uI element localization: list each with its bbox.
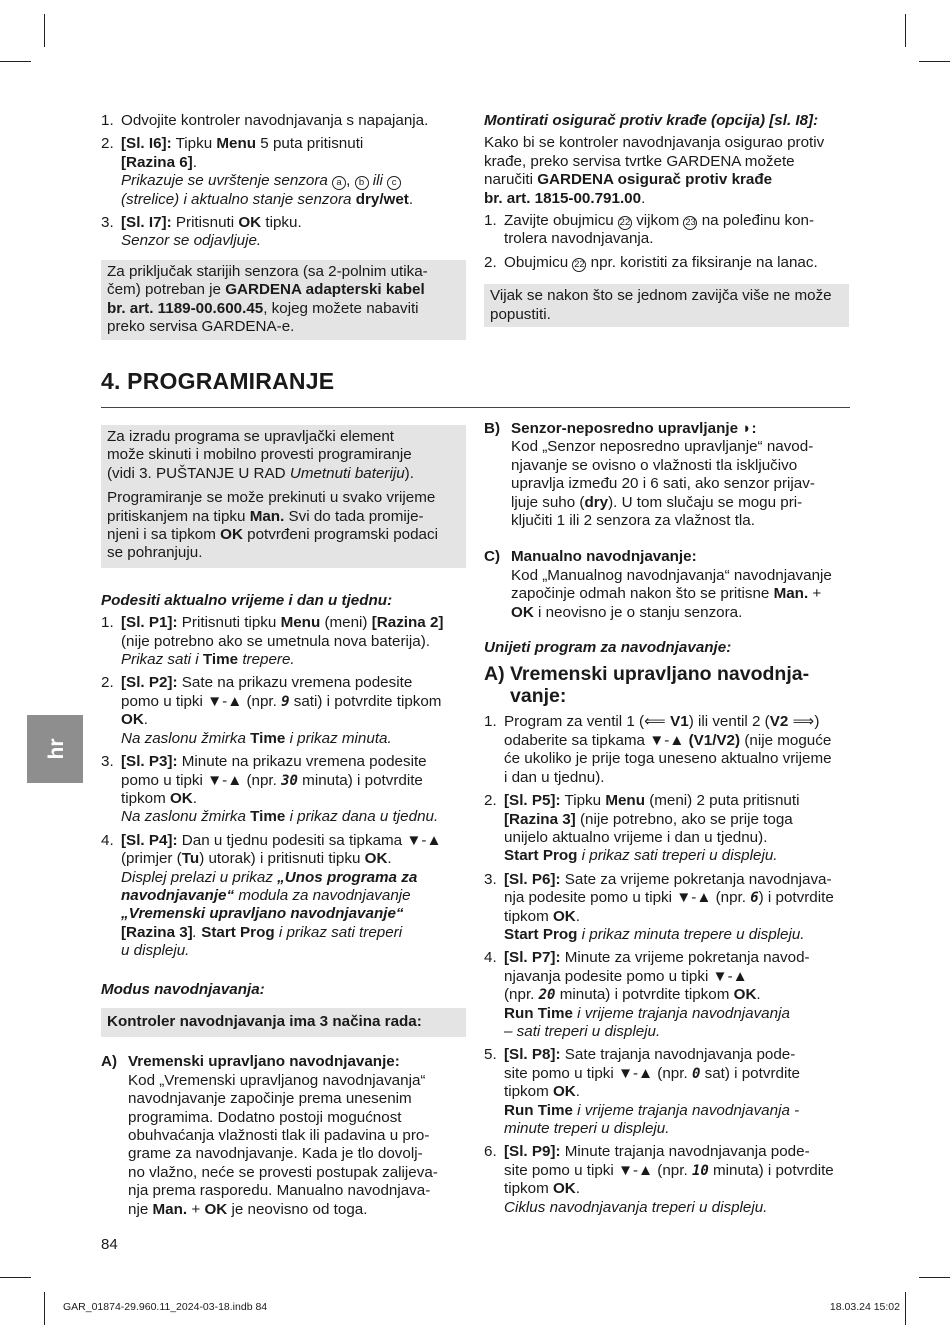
- adapter-cable-note: Za priključak starijih senzora (sa 2-polnim utika- čem) potreban je GARDENA adapterski kabel br. art. 1189-00.600.45, kojeg možete nabaviti preko servisa GARDENA-e.: [101, 260, 466, 341]
- list-item: 2. Obujmicu 22 npr. koristiti za fiksiranje na lanac.: [484, 253, 818, 271]
- anti-theft-steps: [484, 212, 849, 272]
- list-item: 1. [Sl. P1]: Pritisnuti tipku Menu (meni) [Razina 2] (nije potrebno ako se umetnula nova baterija). Prikaz sati i Time trepere.: [101, 614, 444, 669]
- list-item: 3. [Sl. I7]: Pritisnuti OK tipku. Senzor se odjavljuje.: [101, 214, 302, 250]
- programming-right-column: [484, 420, 849, 1222]
- program-steps: [484, 713, 849, 1217]
- crop-mark: [44, 1292, 45, 1325]
- section-title: 4. PROGRAMIRANJE: [101, 368, 335, 394]
- list-item: 5. [Sl. P8]: Sate trajanja navodnjavanja pode- site pomo u tipki ▼-▲ (npr. 0 sat) i potvrdite tipkom OK. Run Time i vrijeme trajanja navodnjavanja - minute treperi u displeju.: [484, 1046, 800, 1137]
- top-right-column: [484, 112, 849, 327]
- language-tab: hr: [27, 715, 83, 783]
- anti-theft-intro: Kako bi se kontroler navodnjavanja osigurao protiv krađe, preko servisa tvrtke GARDENA možete naručiti GARDENA osigurač protiv krađe br. art. 1815-00.791.00.: [484, 134, 825, 207]
- list-item: 2. [Sl. P5]: Tipku Menu (meni) 2 puta pritisnuti [Razina 3] (nije potrebno, ako se prije toga unijelo aktualno vrijeme i dan u tjednu). Start Prog i prikaz sati treperi u displeju.: [484, 792, 800, 865]
- mode-c: C) Manualno navodnjavanje: Kod „Manualnog navodnjavanja“ navodnjavanje započinje odmah nakon što se pritisne Man. + OK i neovisno je o stanju senzora.: [484, 548, 832, 621]
- time-heading: Podesiti aktualno vrijeme i dan u tjednu:: [101, 591, 393, 609]
- list-item: 2. [Sl. P2]: Sate na prikazu vremena podesite pomo u tipki ▼-▲ (npr. 9 sati) i potvrdite tipkom OK. Na zaslonu žmirka Time i prikaz minuta.: [101, 674, 442, 747]
- part-23-icon: 23: [685, 217, 696, 229]
- sensor-symbol-icon: ◗: [742, 420, 752, 437]
- arrow-left-icon: ⟸: [644, 713, 666, 731]
- sensor-a-icon: a: [332, 176, 346, 190]
- list-item: 1. Odvojite kontroler navodnjavanja s napajanja.: [101, 112, 429, 129]
- list-item: 1. Program za ventil 1 (⟸ V1) ili ventil 2 (V2 ⟹) odaberite sa tipkama ▼-▲ (V1/V2) (nije moguće će ukoliko je prije toga uneseno aktualno vrijeme i dan u tjednu).: [484, 713, 832, 786]
- time-steps: [101, 614, 466, 960]
- crop-mark: [44, 14, 45, 47]
- programming-intro-box: Za izradu programa se upravljački element može skinuti i mobilno provesti programiranje (vidi 3. PUŠTANJE U RAD Umetnuti bateriju). Programiranje se može prekinuti u svako vrijeme pritiskanjem na tipku Man. Svi do tada promije- njeni i sa tipkom OK potvrđeni programski podaci se pohranjuju.: [101, 425, 466, 568]
- screw-note: Vijak se nakon što se jednom zavijča više ne može popustiti.: [484, 284, 849, 327]
- page-number: 84: [101, 1236, 118, 1253]
- program-a-heading: A) Vremenski upravljano navodnja- vanje:: [484, 663, 810, 708]
- disconnect-steps: [101, 112, 466, 251]
- crop-mark: [905, 14, 906, 47]
- crop-mark: [919, 61, 950, 62]
- list-item: 3. [Sl. P6]: Sate za vrijeme pokretanja navodnjava- nja podesite pomo u tipki ▼-▲ (npr. 6) i potvrdite tipkom OK. Start Prog i prikaz minuta trepere u displeju.: [484, 870, 834, 943]
- mode-b: B) Senzor-neposredno upravljanje ◗: Kod „Senzor neposredno upravljanje“ navod- njavanje se ovisno o vlažnosti tla isključivo upravlja između 20 i 6 sati, ako senzor prijav- ljuje suho (dry). U tom slučaju se mogu pri- ključiti 1 ili 2 senzora za vlažnost tla.: [484, 420, 815, 530]
- crop-mark: [0, 61, 31, 62]
- footer-file-info: GAR_01874-29.960.11_2024-03-18.indb 84: [63, 1301, 268, 1313]
- part-22-icon: 22: [619, 217, 631, 229]
- list-item: 1. Zavijte obujmicu 22 vijkom 23 na poleđinu kon- trolera navodnjavanja.: [484, 212, 815, 248]
- footer-timestamp: 18.03.24 15:02: [829, 1301, 900, 1313]
- crop-mark: [0, 1277, 31, 1278]
- mode-box: Kontroler navodnjavanja ima 3 načina rada:: [101, 1008, 466, 1037]
- list-item: 2. [Sl. I6]: Tipku Menu 5 puta pritisnuti [Razina 6]. Prikazuje se uvrštenje senzora a , b ili c (strelice) i aktualno stanje senzora dry/wet.: [101, 135, 414, 208]
- list-item: 3. [Sl. P3]: Minute na prikazu vremena podesite pomo u tipki ▼-▲ (npr. 30 minuta) i potvrdite tipkom OK. Na zaslonu žmirka Time i prikaz dana u tjednu.: [101, 753, 439, 826]
- list-item: 4. [Sl. P4]: Dan u tjednu podesiti sa tipkama ▼-▲ (primjer (Tu) utorak) i pritisnuti tipku OK. Displej prelazi u prikaz „Unos programa za navodnjavanje“ modula za navodnjavanje „Vremenski upravljano navodnjavanje“ [Razina 3]. Start Prog i prikaz sati treperi u displeju.: [101, 831, 442, 960]
- mode-a: A) Vremenski upravljano navodnjavanje: Kod „Vremenski upravljanog navodnjavanja“ navodnjavanje započinje prema unesenim programima. Dodatno postoji mogućnost obuhvaćanja vlažnosti tlak ili padavina u pro- grame za navodnjavanje. Kada je tlo dovolj- no vlažno, neće se provesti postupak zalijeva- nja prema rasporedu. Manualno navodnjava- nje Man. + OK je neovisno od toga.: [101, 1053, 438, 1218]
- programming-left-column: [101, 425, 466, 1225]
- sensor-c-icon: c: [387, 176, 401, 190]
- sensor-b-icon: b: [355, 176, 369, 190]
- anti-theft-heading: Montirati osigurač protiv krađe (opcija) [sl. I8]:: [484, 112, 819, 129]
- part-22-icon: 22: [574, 258, 585, 270]
- arrow-right-icon: ⟹: [792, 713, 815, 731]
- crop-mark: [919, 1277, 950, 1278]
- list-item: 4. [Sl. P7]: Minute za vrijeme pokretanja navod- njavanja podesite pomo u tipki ▼-▲ (npr. 20 minuta) i potvrdite tipkom OK. Run Time i vrijeme trajanja navodnjavanja – sati treperi u displeju.: [484, 949, 810, 1040]
- top-left-column: [101, 112, 466, 340]
- mode-heading: Modus navodnjavanja:: [101, 980, 265, 998]
- list-item: 6. [Sl. P9]: Minute trajanja navodnjavanja pode- site pomo u tipki ▼-▲ (npr. 10 minuta) i potvrdite tipkom OK. Ciklus navodnjavanja treperi u displeju.: [484, 1143, 834, 1216]
- crop-mark: [905, 1292, 906, 1325]
- section-divider: [101, 407, 850, 408]
- program-heading: Unijeti program za navodnjavanje:: [484, 639, 732, 657]
